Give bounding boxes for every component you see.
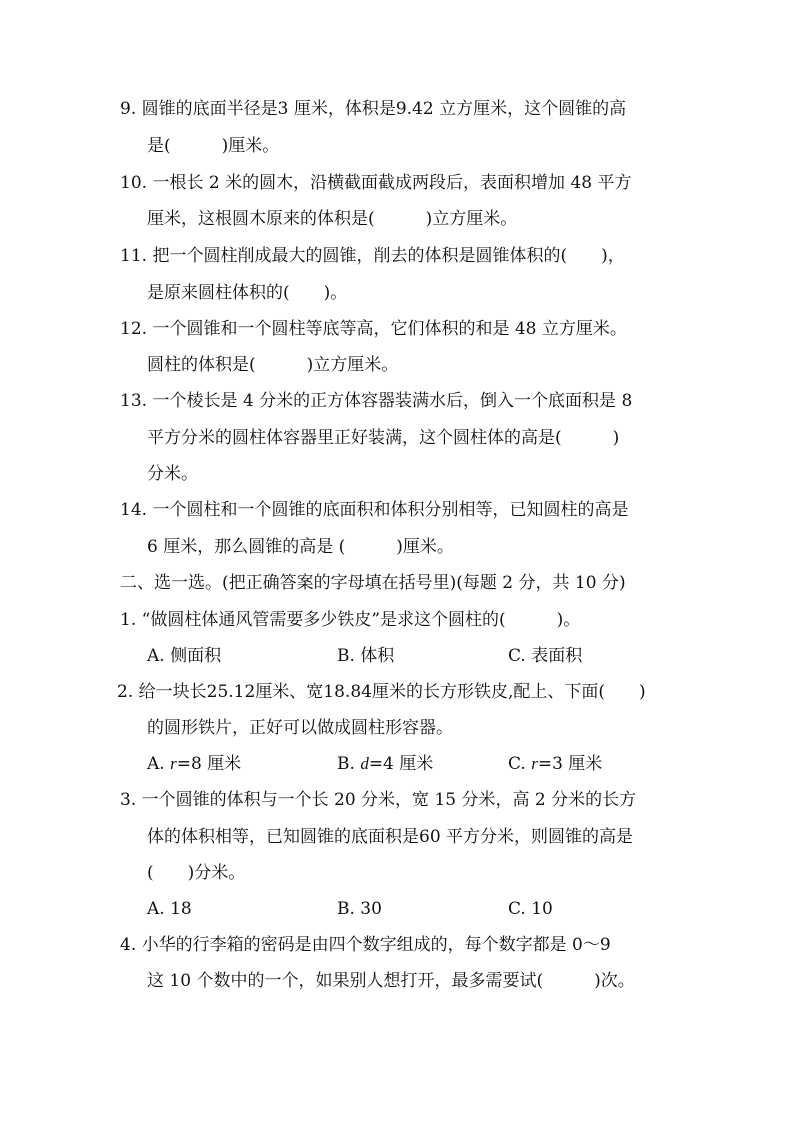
question-11-line-2: 是原来圆柱体积的( )。 <box>147 283 348 303</box>
mc-question-4-line-1: 4. 小华的行李箱的密码是由四个数字组成的，每个数字都是 0～9 <box>120 935 611 955</box>
question-14-line-1: 14. 一个圆柱和一个圆锥的底面积和体积分别相等，已知圆柱的高是 <box>120 500 629 520</box>
mc-question-2-option-c: C. r=3 厘米 <box>508 754 603 774</box>
question-11-line-1: 11. 把一个圆柱削成最大的圆锥，削去的体积是圆锥体积的( )， <box>120 246 625 266</box>
mc-question-1-option-c: C. 表面积 <box>508 646 583 666</box>
mc-question-2-line-1: 2. 给一块长25.12厘米、宽18.84厘米的长方形铁皮,配上、下面( ) <box>117 682 646 702</box>
mc-question-2-option-b: B. d=4 厘米 <box>337 754 434 774</box>
question-13-line-1: 13. 一个棱长是 4 分米的正方体容器装满水后，倒入一个底面积是 8 <box>120 391 633 411</box>
question-10-line-1: 10. 一根长 2 米的圆木，沿横截面截成两段后，表面积增加 48 平方 <box>120 173 632 193</box>
mc-question-2-line-2: 的圆形铁片，正好可以做成圆柱形容器。 <box>147 718 453 738</box>
question-9-line-1: 9. 圆锥的底面半径是3 厘米，体积是9.42 立方厘米，这个圆锥的高 <box>120 99 627 119</box>
question-10-line-2: 厘米，这根圆木原来的体积是( )立方厘米。 <box>147 209 518 229</box>
mc-question-3-option-a: A. 18 <box>147 899 192 919</box>
mc-question-1-option-a: A. 侧面积 <box>147 646 222 666</box>
mc-question-1-line-1: 1. “做圆柱体通风管需要多少铁皮”是求这个圆柱的( )。 <box>120 610 581 630</box>
mc-question-3-line-2: 体的体积相等，已知圆锥的底面积是60 平方分米，则圆锥的高是 <box>147 827 634 847</box>
mc-question-1-option-b: B. 体积 <box>337 646 395 666</box>
section-2-heading: 二、选一选。(把正确答案的字母填在括号里)(每题 2 分，共 10 分) <box>120 573 626 593</box>
question-9-line-2: 是( )厘米。 <box>147 136 280 156</box>
mc-question-3-option-c: C. 10 <box>508 899 553 919</box>
mc-question-3-option-b: B. 30 <box>337 899 382 919</box>
mc-question-4-line-2: 这 10 个数中的一个，如果别人想打开，最多需要试( )次。 <box>147 971 635 991</box>
question-13-line-2: 平方分米的圆柱体容器里正好装满，这个圆柱体的高是( ) <box>147 428 620 448</box>
question-12-line-1: 12. 一个圆锥和一个圆柱等底等高，它们体积的和是 48 立方厘米。 <box>120 319 627 339</box>
mc-question-3-line-1: 3. 一个圆锥的体积与一个长 20 分米，宽 15 分米，高 2 分米的长方 <box>120 790 637 810</box>
mc-question-3-line-3: ( )分米。 <box>147 863 246 883</box>
question-12-line-2: 圆柱的体积是( )立方厘米。 <box>147 355 399 375</box>
question-13-line-3: 分米。 <box>147 464 198 484</box>
mc-question-2-option-a: A. r=8 厘米 <box>147 754 242 774</box>
question-14-line-2: 6 厘米，那么圆锥的高是 ( )厘米。 <box>147 537 454 557</box>
